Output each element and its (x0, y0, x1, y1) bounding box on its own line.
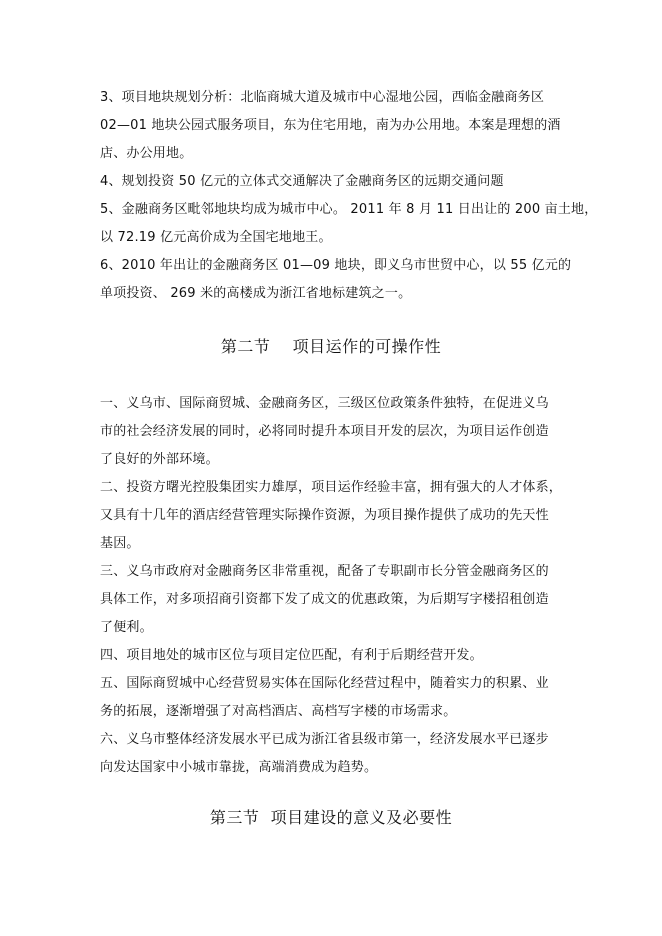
paragraph-line: 四、项目地处的城市区位与项目定位匹配，有利于后期经营开发。 (100, 648, 483, 663)
paragraph-line: 单项投资、 269 米的高楼成为浙江省地标建筑之一。 (100, 286, 412, 301)
paragraph-line: 向发达国家中小城市靠拢，高端消费成为趋势。 (100, 760, 378, 775)
paragraph-line: 三、义乌市政府对金融商务区非常重视，配备了专职副市长分管金融商务区的 (100, 564, 549, 579)
paragraph-line: 以 72.19 亿元高价成为全国宅地地王。 (100, 230, 332, 245)
paragraph-line: 又具有十几年的酒店经营管理实际操作资源，为项目操作提供了成功的先天性 (100, 508, 549, 523)
paragraph-line: 3、项目地块规划分析：北临商城大道及城市中心湿地公园，西临金融商务区 (100, 90, 545, 105)
paragraph-line: 二、投资方曙光控股集团实力雄厚，项目运作经验丰富，拥有强大的人才体系， (100, 480, 563, 495)
paragraph-line: 务的拓展，逐渐增强了对高档酒店、高档写字楼的市场需求。 (100, 704, 457, 719)
paragraph-line: 02—01 地块公园式服务项目，东为住宅用地，南为办公用地。本案是理想的酒 (100, 118, 561, 133)
paragraph-line: 五、国际商贸城中心经营贸易实体在国际化经营过程中，随着实力的积累、业 (100, 676, 549, 691)
paragraph-line: 了便利。 (100, 620, 153, 635)
paragraph-line: 了良好的外部环境。 (100, 452, 219, 467)
paragraph-line: 店、办公用地。 (100, 146, 193, 161)
paragraph-line: 具体工作，对多项招商引资都下发了成文的优惠政策，为后期写字楼招租创造 (100, 592, 549, 607)
paragraph-line: 6、2010 年出让的金融商务区 01—09 地块，即义乌市世贸中心，以 55 亿元的 (100, 258, 572, 273)
paragraph-line: 市的社会经济发展的同时，必将同时提升本项目开发的层次，为项目运作创造 (100, 424, 549, 439)
paragraph-line: 基因。 (100, 536, 140, 551)
paragraph-line: 六、义乌市整体经济发展水平已成为浙江省县级市第一，经济发展水平已逐步 (100, 732, 549, 747)
paragraph-line: 4、规划投资 50 亿元的立体式交通解决了金融商务区的远期交通问题 (100, 174, 504, 189)
paragraph-line: 5、金融商务区毗邻地块均成为城市中心。 2011 年 8 月 11 日出让的 200 亩土地， (100, 202, 598, 217)
section-2-heading: 第二节 项目运作的可操作性 (220, 337, 442, 356)
section-3-heading: 第三节 项目建设的意义及必要性 (209, 808, 453, 827)
paragraph-line: 一、义乌市、国际商贸城、金融商务区，三级区位政策条件独特，在促进义乌 (100, 396, 549, 411)
